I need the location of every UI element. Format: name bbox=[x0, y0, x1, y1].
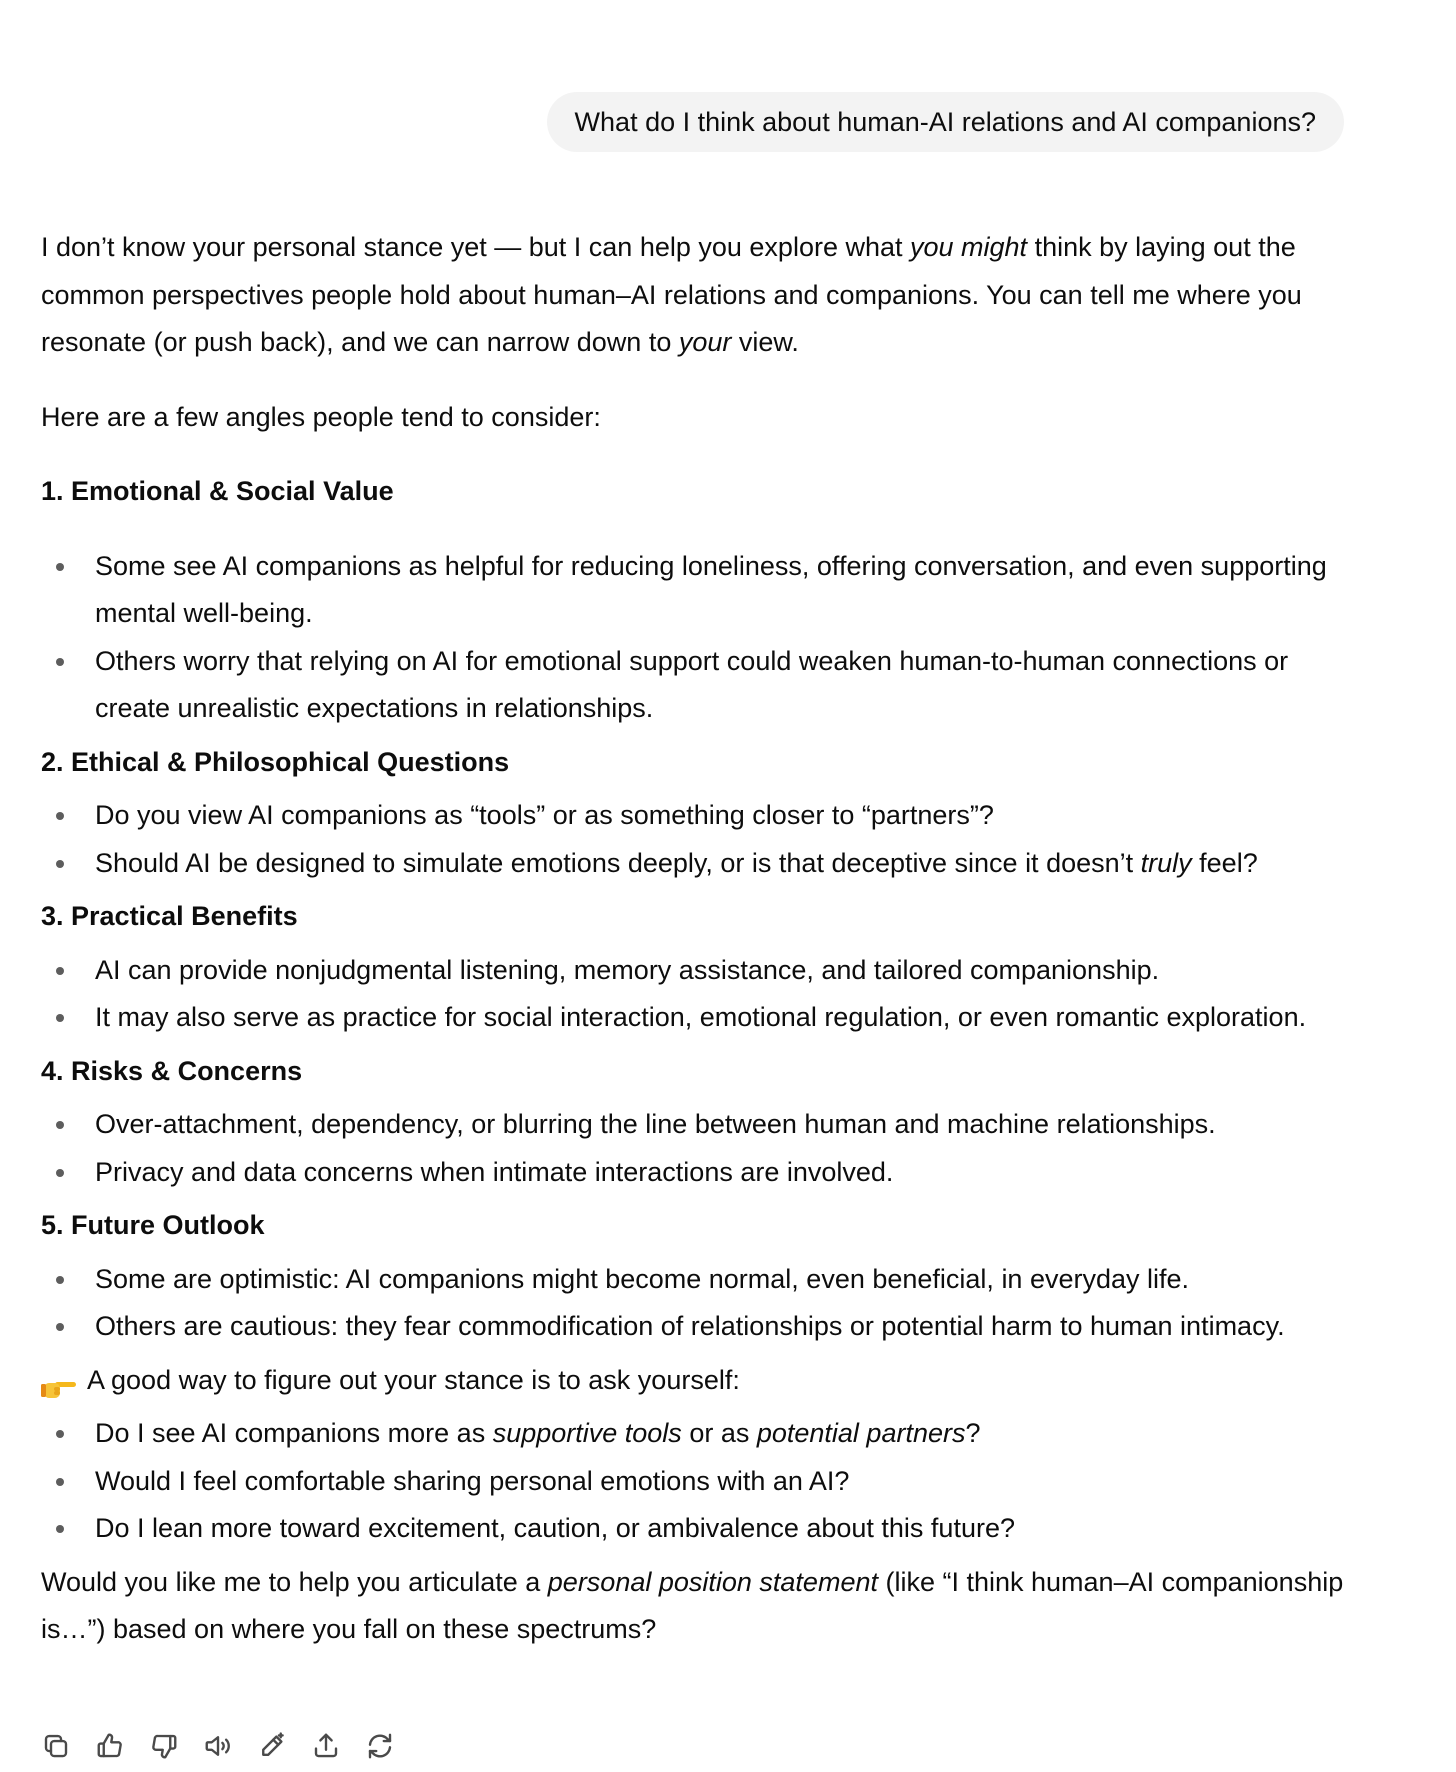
list-item bbox=[41, 840, 1361, 888]
list-item bbox=[41, 1410, 1361, 1458]
list-item-text: feel? bbox=[1191, 847, 1258, 878]
bullet-list bbox=[41, 947, 1361, 1042]
bullet-dot bbox=[56, 1323, 64, 1331]
list-item-text: Do you view AI companions as “tools” or as something closer to “partners”? bbox=[95, 800, 994, 830]
user-message-row bbox=[547, 92, 1344, 152]
share-button[interactable] bbox=[311, 1731, 341, 1761]
list-item-text: Some are optimistic: AI companions might become normal, even beneficial, in everyday life. bbox=[95, 1263, 1190, 1294]
list-item bbox=[41, 1149, 1361, 1197]
bullet-dot bbox=[56, 1014, 64, 1022]
edit-icon bbox=[257, 1731, 287, 1761]
bullet-list bbox=[41, 1101, 1361, 1196]
assistant-response bbox=[41, 224, 1361, 1654]
thumbs-down-button[interactable] bbox=[149, 1731, 179, 1761]
list-item bbox=[41, 792, 1361, 840]
regenerate-button[interactable] bbox=[365, 1731, 395, 1761]
section-heading: 1. Emotional & Social Value bbox=[41, 476, 394, 506]
intro-paragraph bbox=[41, 224, 1361, 367]
bullet-dot bbox=[56, 1478, 64, 1486]
prompt-line bbox=[41, 1357, 1361, 1405]
bullet-list bbox=[41, 792, 1361, 887]
bullet-list bbox=[41, 1256, 1361, 1351]
closing-text: Would you like me to help you articulate a bbox=[41, 1566, 548, 1597]
list-item-emphasis: supportive tools bbox=[492, 1418, 682, 1448]
copy-icon bbox=[41, 1731, 71, 1761]
user-message-bubble: What do I think about human-AI relations and AI companions? bbox=[547, 92, 1344, 152]
bullet-dot bbox=[56, 860, 64, 868]
section-heading: 4. Risks & Concerns bbox=[41, 1055, 303, 1086]
section-heading: 3. Practical Benefits bbox=[41, 901, 298, 931]
bullet-dot bbox=[56, 1121, 64, 1129]
bullet-dot bbox=[56, 1276, 64, 1284]
list-item-text: or as bbox=[681, 1418, 757, 1448]
list-item bbox=[41, 1101, 1361, 1149]
angles-intro: Here are a few angles people tend to consider: bbox=[41, 401, 601, 432]
message-actions bbox=[41, 1731, 395, 1761]
closing-emphasis: personal position statement bbox=[547, 1566, 878, 1597]
bullet-dot bbox=[56, 967, 64, 975]
list-item bbox=[41, 994, 1361, 1042]
intro-text: I don’t know your personal stance yet — but I can help you explore what bbox=[41, 232, 910, 262]
read-aloud-icon bbox=[203, 1731, 233, 1761]
list-item-text: Do I lean more toward excitement, caution, or ambivalence about this future? bbox=[95, 1513, 1015, 1543]
thumbs-down-icon bbox=[149, 1731, 179, 1761]
list-item-emphasis: potential partners bbox=[756, 1418, 966, 1448]
list-item bbox=[41, 947, 1361, 995]
list-item bbox=[41, 543, 1361, 638]
list-item-text: Do I see AI companions more as bbox=[95, 1418, 493, 1448]
thumbs-up-icon bbox=[95, 1731, 125, 1761]
list-item-emphasis: truly bbox=[1140, 847, 1192, 878]
pointing-hand-emoji-icon bbox=[41, 1368, 77, 1392]
section-heading: 2. Ethical & Philosophical Questions bbox=[41, 746, 510, 777]
intro-emphasis: you might bbox=[910, 232, 1028, 262]
bullet-dot bbox=[56, 658, 64, 666]
copy-button[interactable] bbox=[41, 1731, 71, 1761]
question-list bbox=[41, 1410, 1361, 1553]
list-item bbox=[41, 1505, 1361, 1553]
bullet-list bbox=[41, 543, 1361, 733]
list-item-text: It may also serve as practice for social interaction, emotional regulation, or even romantic exploration. bbox=[95, 1002, 1307, 1032]
read-aloud-button[interactable] bbox=[203, 1731, 233, 1761]
list-item-text: Should AI be designed to simulate emotions deeply, or is that deceptive since it doesn’t bbox=[95, 847, 1141, 878]
thumbs-up-button[interactable] bbox=[95, 1731, 125, 1761]
list-item-text: Others worry that relying on AI for emotional support could weaken human-to-human connections or create unrealistic expectations in relationships. bbox=[95, 645, 1289, 723]
list-item-text: Some see AI companions as helpful for reducing loneliness, offering conversation, and even supporting mental well-being. bbox=[95, 550, 1327, 628]
bullet-dot bbox=[56, 563, 64, 571]
bullet-dot bbox=[56, 1169, 64, 1177]
bullet-dot bbox=[56, 1525, 64, 1533]
list-item-text: Others are cautious: they fear commodification of relationships or potential harm to human intimacy. bbox=[95, 1311, 1285, 1341]
edit-button[interactable] bbox=[257, 1731, 287, 1761]
bullet-dot bbox=[56, 1430, 64, 1438]
closing-text: (like “I think human–AI companionship is…”) based on where you fall on these spectrums? bbox=[41, 1566, 1344, 1644]
list-item-text: Over-attachment, dependency, or blurring the line between human and machine relationships. bbox=[95, 1109, 1216, 1139]
list-item bbox=[41, 1458, 1361, 1506]
regenerate-icon bbox=[365, 1731, 395, 1761]
list-item-text: ? bbox=[965, 1418, 981, 1448]
list-item-text: Privacy and data concerns when intimate interactions are involved. bbox=[95, 1156, 894, 1187]
list-item-text: AI can provide nonjudgmental listening, memory assistance, and tailored companionship. bbox=[95, 954, 1160, 985]
list-item bbox=[41, 638, 1361, 733]
closing-paragraph bbox=[41, 1559, 1361, 1654]
list-item bbox=[41, 1256, 1361, 1304]
intro-text: view. bbox=[731, 327, 799, 357]
prompt-line-text: A good way to figure out your stance is to ask yourself: bbox=[87, 1364, 740, 1395]
list-item-text: Would I feel comfortable sharing personal emotions with an AI? bbox=[95, 1465, 850, 1496]
intro-text: think by laying out the common perspectives people hold about human–AI relations and companions. You can tell me where you resonate (or push back), and we can narrow down to bbox=[41, 232, 1302, 357]
list-item bbox=[41, 1303, 1361, 1351]
bullet-dot bbox=[56, 812, 64, 820]
section-heading: 5. Future Outlook bbox=[41, 1210, 265, 1240]
share-icon bbox=[311, 1731, 341, 1761]
intro-emphasis: your bbox=[678, 327, 732, 357]
